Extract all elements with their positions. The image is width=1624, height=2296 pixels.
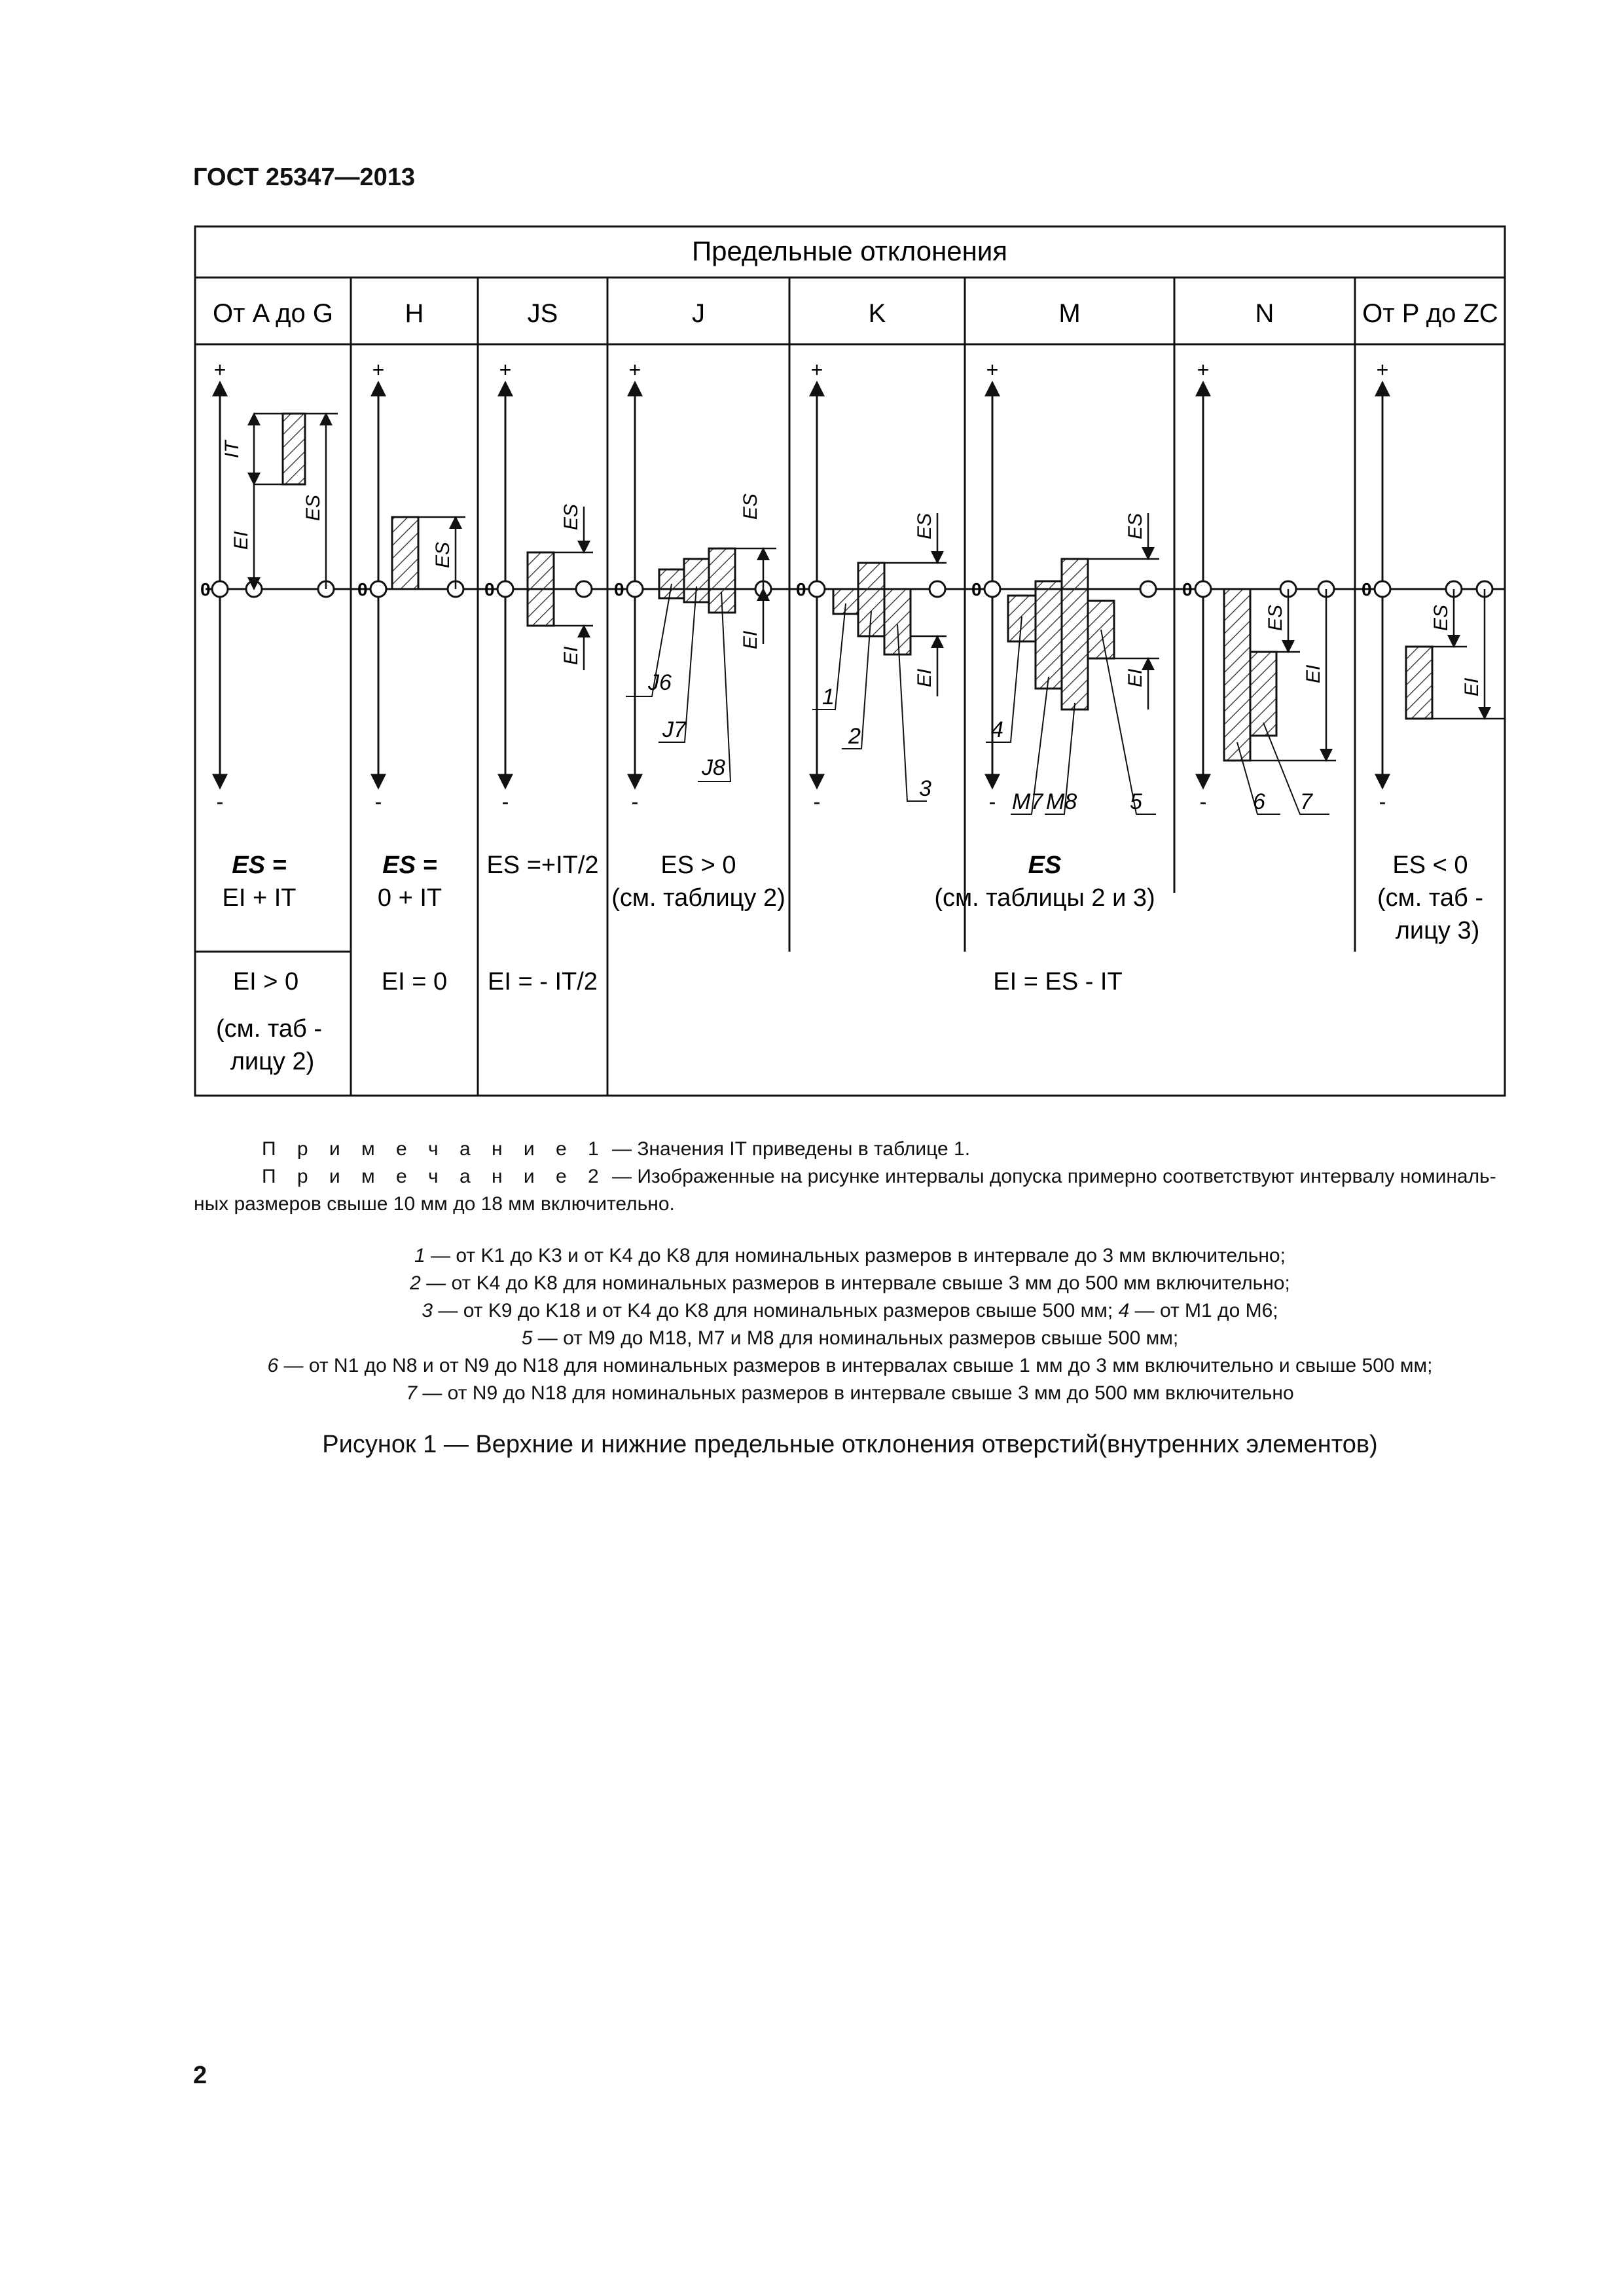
minus-sign: - bbox=[988, 790, 996, 814]
column-header-m: M bbox=[1058, 299, 1081, 328]
legend-number: 6 bbox=[267, 1355, 279, 1376]
document-header: ГОСТ 25347—2013 bbox=[193, 164, 416, 191]
formula-pz-3: лицу 3) bbox=[1395, 917, 1480, 944]
column-header-h: H bbox=[405, 299, 424, 328]
plus-sign: + bbox=[499, 358, 512, 382]
zone-js bbox=[528, 552, 554, 626]
column-header-j: J bbox=[692, 299, 705, 328]
ei-label: EI bbox=[1125, 668, 1146, 687]
column-header-k: K bbox=[868, 299, 886, 328]
plus-sign: + bbox=[213, 358, 226, 382]
ei-label: EI bbox=[1303, 664, 1324, 683]
ei-label: EI bbox=[560, 646, 582, 665]
legend-text: — от N1 до N8 и от N9 до N18 для номинальных размеров в интервалах свыше 1 мм до 3 мм включительно и свыше 500 мм; bbox=[278, 1355, 1433, 1376]
formula-j-2: (см. таблицу 2) bbox=[611, 884, 785, 912]
label-6: 6 bbox=[1253, 789, 1265, 814]
column-header-js: JS bbox=[527, 299, 558, 328]
legend-number: 5 bbox=[521, 1327, 533, 1349]
zero-label: 0 bbox=[484, 579, 495, 600]
formula-row-2 bbox=[216, 968, 1123, 1075]
table-grid bbox=[195, 226, 1505, 1096]
zone-a-g bbox=[283, 414, 305, 484]
legend-item bbox=[194, 1270, 1506, 1297]
minus-sign: - bbox=[374, 790, 382, 814]
plus-sign: + bbox=[372, 358, 385, 382]
formula-ag-1: ES = bbox=[232, 852, 287, 879]
zero-label: 0 bbox=[357, 579, 368, 600]
zero-label: 0 bbox=[1182, 579, 1193, 600]
formula2-ag-1: EI > 0 bbox=[232, 968, 299, 996]
zone-k2 bbox=[858, 563, 884, 636]
label-7: 7 bbox=[1300, 789, 1312, 814]
zone-m7 bbox=[1036, 581, 1062, 689]
legend-text: — от M1 до M6; bbox=[1129, 1300, 1278, 1321]
es-label: ES bbox=[302, 494, 324, 521]
zone-n6 bbox=[1224, 589, 1250, 761]
formula-km-2: (см. таблицы 2 и 3) bbox=[934, 884, 1155, 912]
minus-sign: - bbox=[1379, 790, 1386, 814]
it-label: IT bbox=[221, 440, 243, 458]
formula2-h: EI = 0 bbox=[381, 968, 448, 996]
legend-number: 7 bbox=[406, 1382, 418, 1404]
formula2-rest: EI = ES - IT bbox=[993, 968, 1123, 996]
label-m7: M7 bbox=[1012, 789, 1043, 814]
formula-h-2: 0 + IT bbox=[377, 884, 442, 912]
minus-sign: - bbox=[631, 790, 639, 814]
es-label: ES bbox=[1265, 604, 1286, 631]
label-2: 2 bbox=[848, 724, 861, 749]
note-label: П р и м е ч а н и е 1 bbox=[262, 1138, 607, 1160]
formula-ag-2: EI + IT bbox=[222, 884, 297, 912]
legend-item bbox=[194, 1242, 1506, 1270]
plus-sign: + bbox=[1197, 358, 1210, 382]
plus-sign: + bbox=[810, 358, 823, 382]
column-header-n: N bbox=[1255, 299, 1274, 328]
zero-label: 0 bbox=[971, 579, 982, 600]
es-label: ES bbox=[1125, 512, 1146, 539]
label-m8: M8 bbox=[1046, 789, 1077, 814]
es-label: ES bbox=[432, 541, 454, 568]
formula2-ag-3: лицу 2) bbox=[230, 1048, 315, 1075]
ei-label: EI bbox=[914, 668, 935, 687]
tolerance-figure bbox=[194, 225, 1506, 1097]
legend-number: 2 bbox=[410, 1272, 421, 1294]
es-label: ES bbox=[740, 493, 761, 520]
table-title: Предельные отклонения bbox=[691, 236, 1008, 266]
legend-item bbox=[194, 1380, 1506, 1407]
zero-label: 0 bbox=[1362, 579, 1372, 600]
label-4: 4 bbox=[991, 717, 1003, 742]
legend-text: — от M9 до M18, M7 и M8 для номинальных размеров свыше 500 мм; bbox=[532, 1327, 1179, 1349]
ei-label: EI bbox=[1461, 677, 1483, 696]
ei-label: EI bbox=[740, 630, 761, 649]
minus-sign: - bbox=[813, 790, 821, 814]
zone-m8 bbox=[1062, 559, 1088, 709]
figure-caption: Рисунок 1 — Верхние и нижние предельные отклонения отверстий(внутренних элементов) bbox=[322, 1431, 1378, 1458]
note-label: П р и м е ч а н и е 2 bbox=[262, 1166, 607, 1187]
note-text: — Значения IT приведены в таблице 1. bbox=[606, 1138, 971, 1160]
label-5: 5 bbox=[1130, 789, 1142, 814]
zone-p-zc bbox=[1406, 647, 1432, 719]
minus-sign: - bbox=[1199, 790, 1207, 814]
label-3: 3 bbox=[919, 776, 931, 801]
note-1 bbox=[262, 1136, 1506, 1163]
note-2-continuation: ных размеров свыше 10 мм до 18 мм включительно. bbox=[194, 1193, 675, 1215]
zero-label: 0 bbox=[200, 579, 211, 600]
formula2-ag-2: (см. таб - bbox=[216, 1015, 322, 1043]
legend-item bbox=[194, 1297, 1506, 1325]
legend-text: — от N9 до N18 для номинальных размеров в интервале свыше 3 мм до 500 мм включительно bbox=[417, 1382, 1294, 1404]
diagram-numbers bbox=[647, 670, 1313, 814]
column-headers bbox=[213, 299, 1498, 328]
label-j8: J8 bbox=[702, 755, 725, 780]
legend-number: 3 bbox=[422, 1300, 433, 1321]
plus-sign: + bbox=[1376, 358, 1389, 382]
es-label: ES bbox=[560, 503, 582, 530]
legend-number: 4 bbox=[1118, 1300, 1130, 1321]
es-label: ES bbox=[1430, 604, 1452, 631]
page-number: 2 bbox=[193, 2062, 208, 2089]
minus-sign: - bbox=[216, 790, 224, 814]
column-header-a-g: От A до G bbox=[213, 299, 333, 328]
note-text: — Изображенные на рисунке интервалы допуска примерно соответствуют интервалу номиналь- bbox=[606, 1166, 1496, 1187]
zero-label: 0 bbox=[796, 579, 806, 600]
ei-label: EI bbox=[230, 531, 252, 550]
legend-text: — от K4 до K8 для номинальных размеров в интервале свыше 3 мм до 500 мм включительно; bbox=[420, 1272, 1290, 1294]
note-2 bbox=[262, 1163, 1506, 1191]
formula-h-1: ES = bbox=[382, 852, 437, 879]
formula-pz-1: ES < 0 bbox=[1392, 852, 1468, 879]
formula-km-1: ES bbox=[1028, 852, 1062, 879]
plus-sign: + bbox=[628, 358, 641, 382]
label-1: 1 bbox=[822, 685, 835, 709]
legend-text: — от K1 до K3 и от K4 до K8 для номинальных размеров в интервале до 3 мм включительно; bbox=[425, 1245, 1286, 1266]
zone-h bbox=[392, 517, 418, 589]
plus-sign: + bbox=[986, 358, 999, 382]
column-header-p-zc: От P до ZC bbox=[1362, 299, 1498, 328]
label-j7: J7 bbox=[662, 717, 686, 742]
es-label: ES bbox=[914, 512, 935, 539]
legend-number: 1 bbox=[414, 1245, 425, 1266]
zero-label: 0 bbox=[614, 579, 624, 600]
legend-text: — от K9 до K18 и от K4 до K8 для номинальных размеров свыше 500 мм; bbox=[433, 1300, 1119, 1321]
legend-item bbox=[194, 1352, 1506, 1380]
formula-js: ES =+IT/2 bbox=[486, 852, 599, 879]
zone-k3 bbox=[884, 589, 911, 655]
zone-k1 bbox=[833, 589, 858, 614]
legend-item bbox=[194, 1325, 1506, 1352]
formula-row-1 bbox=[223, 852, 1483, 944]
label-j6: J6 bbox=[648, 670, 672, 695]
formula2-js: EI = - IT/2 bbox=[488, 968, 598, 996]
formula-j-1: ES > 0 bbox=[660, 852, 736, 879]
minus-sign: - bbox=[501, 790, 509, 814]
formula-pz-2: (см. таб - bbox=[1377, 884, 1483, 912]
zone-j7 bbox=[684, 559, 709, 602]
